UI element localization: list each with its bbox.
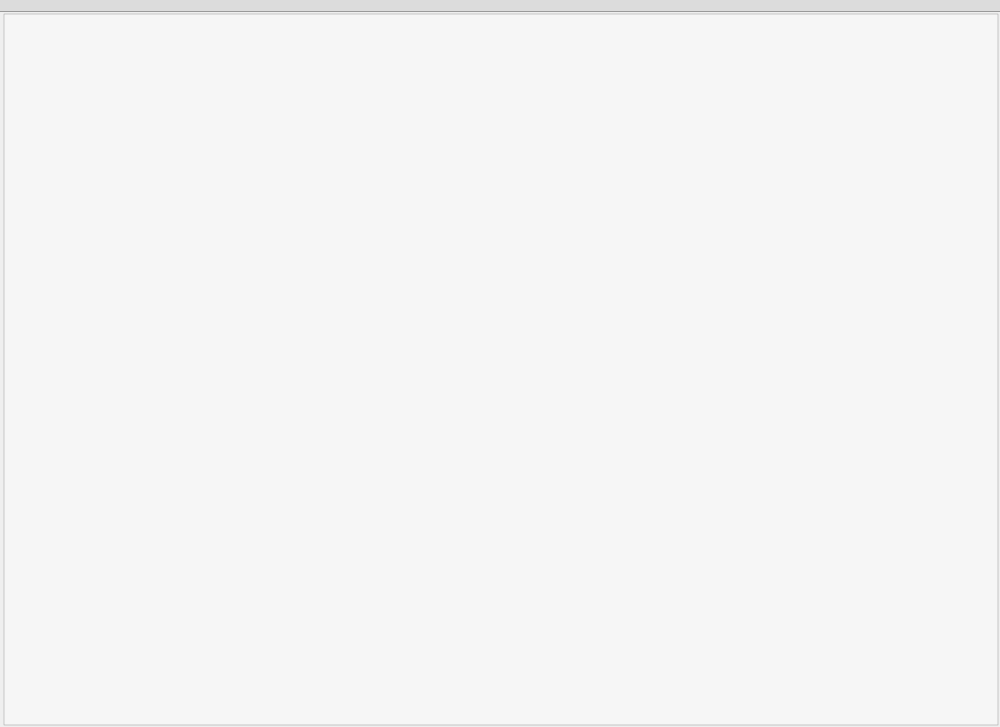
- census-scan: [0, 12, 1000, 727]
- browser-title-bar: [0, 0, 1000, 12]
- census-sheet: [0, 12, 1000, 727]
